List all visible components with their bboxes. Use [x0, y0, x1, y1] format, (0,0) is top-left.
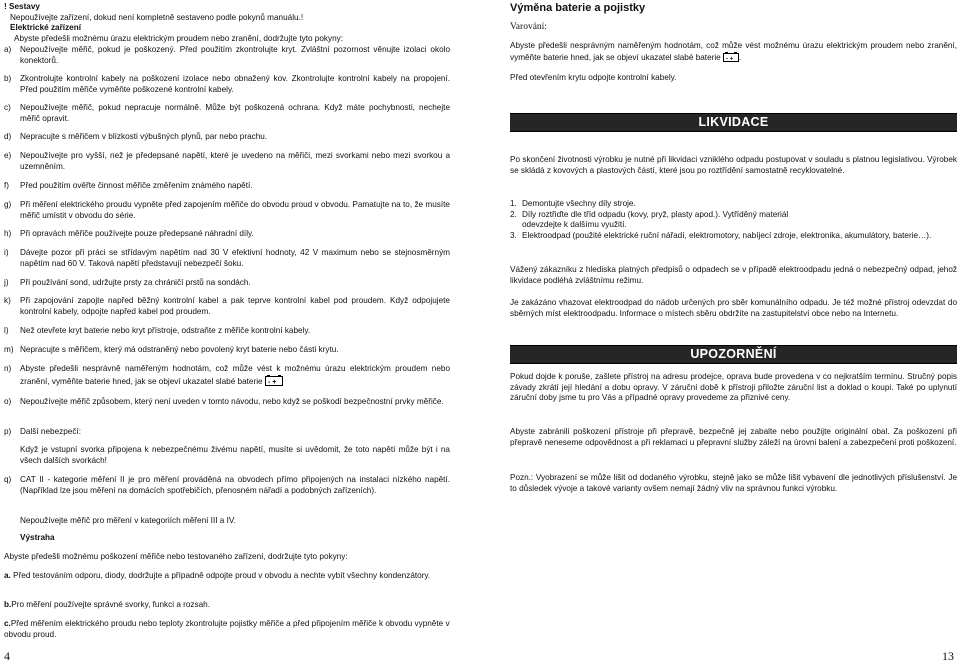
item-label: d)	[4, 132, 12, 141]
section-electrical: Elektrické zařízení	[10, 23, 81, 33]
page-number-right: 13	[942, 649, 954, 663]
likvidace-banner	[510, 113, 957, 132]
section-sestavy: ! Sestavy	[4, 2, 40, 11]
list-item	[4, 364, 450, 387]
item-text: Další nebezpečí:	[20, 427, 81, 436]
upozorneni-paragraph: Pokud dojde k poruše, zašlete přístroj na adresu prodejce, oprava bude provedena v co nejkratším termínu. Stručný popis závady zkrátí její hledání a dobu opravy. V záruční době k přístroji přiložte záruční list a doklad o koupi. Také po uplynutí záruční doby jsme tu pro Vás a případné opravy provedeme za přiznivé ceny.	[510, 372, 957, 403]
note-label: a.	[4, 571, 11, 580]
item-text: CAT II - kategorie měření II je pro měření prováděná na obvodech přímo připojených na instalaci nízkého napětí. (Například lze jsou měření na domácích spotřebičích, přenosném nářadí a podobných zařízeních).	[20, 475, 450, 495]
item-label: k)	[4, 296, 11, 305]
note-b	[4, 600, 450, 611]
note-a	[4, 571, 450, 582]
item-label: j)	[4, 278, 9, 287]
item-text: Při opravách měřiče používejte pouze předepsané náhradní díly.	[20, 229, 254, 238]
item-label: h)	[4, 229, 12, 238]
item-text: Dávejte pozor při práci se střídavým napětím nad 30 V efektivní hodnoty, 42 V maximum nebo se stejnosměrným napětím nad 60 V. Taková napětí představují nebezpečí šoku.	[20, 248, 450, 268]
list-item	[510, 210, 957, 231]
item-label: a)	[4, 45, 12, 54]
likvidace-title: LIKVIDACE	[698, 115, 769, 129]
note-text: Před měřením elektrického proudu nebo teploty zkontrolujte pojistky měřiče a před připojením měřiče k obvodu vypněte v obvodu proud.	[4, 619, 450, 639]
likvidace-paragraph: Po skončení životnosti výrobku je nutné při likvidaci vzniklého odpadu postupovat v souladu s platnou legislativou. Výrobek se skládá z kovových a plastových částí, které jsou po roztřídění samostatně recyklovatelné.	[510, 155, 957, 175]
item-text: Při zapojování zapojte napřed běžný kontrolní kabel a pak teprve kontrolní kabel pod proudem. Když odpojujete kontrolní kabely, odpojte napřed kabel pod proudem.	[20, 296, 450, 316]
list-item	[4, 397, 450, 408]
item-label: f)	[4, 181, 10, 190]
likvidace-paragraph: Vážený zákazníku z hlediska platných předpisů o odpadech se v případě elektroodpadu jedná o nebezpečný odpad, jehož likvidace podléhá zvláštnímu režimu.	[510, 265, 957, 285]
list-item	[4, 248, 450, 269]
battery-text-body: Abyste předešli nesprávným naměřeným hodnotám, což může vést možnému úrazu elektrickým proudem nebo zranění, vyměňte baterie hned, jak se objeví ukazatel slabé baterie	[510, 41, 957, 62]
note-text: Před testováním odporu, diody, dodržujte a případně odpojte proud v obvodu a nechte vybít všechny kondenzátory.	[10, 571, 431, 580]
list-item	[4, 345, 450, 356]
list-item	[4, 326, 450, 337]
upozorneni-paragraph: Pozn.: Vyobrazení se může lišit od dodaného výrobku, stejně jako se může lišit vybavení dle jednotlivých příslušenství. Je to důsledek vývoje a takové varianty ovšem nemají žádný vliv na správnou funkci výrobku.	[510, 473, 957, 493]
list-item	[4, 533, 450, 544]
item-text: Nepoužívejte měřič, pokud je poškozený. Před použitím zkontrolujte kryt. Zvláštní pozornost věnujte izolaci okolo konektorů.	[20, 45, 450, 65]
item-label: i)	[4, 248, 9, 257]
item-text: Nepracujte s měřičem v blízkosti výbušných plynů, par nebo prachu.	[20, 132, 268, 141]
step-text: Elektroodpad (použité elektrické ruční nářadí, elektromotory, nabíjecí zdroje, elektronika, akumulátory, baterie…).	[522, 230, 932, 240]
item-text: Nepoužívejte měřič pro měření v kategoriích měření III a IV.	[20, 516, 236, 525]
list-item	[4, 296, 450, 317]
fuse-text: Před otevřením krytu odpojte kontrolní kabely.	[510, 73, 677, 82]
note-text: Pro měření používejte správné svorky, funkci a rozsah.	[11, 600, 210, 609]
disposal-steps	[510, 199, 957, 241]
likvidace-paragraph: Je zakázáno vhazovat elektroodpad do nádob určených pro sběr komunálního odpadu. Je též možné přístroj odevzdat do sběrných míst elektroodpadu. Informace o místech sběru obdržíte na zastupitelství obce nebo na Internetu.	[510, 298, 957, 318]
item-text: Před použitím ověřte činnost měřiče změřením známého napětí.	[20, 181, 253, 190]
item-label: c)	[4, 103, 11, 112]
electrical-intro: Abyste předešli možnému úrazu elektrickým proudem nebo zranění, dodržujte tyto pokyny:	[14, 33, 344, 43]
item-label: p)	[4, 427, 12, 436]
note-label: b.	[4, 600, 12, 609]
list-item	[4, 475, 450, 496]
item-text: Abyste předešli nesprávně naměřeným hodnotám, což může vést k možnému úrazu elektrickým proudem nebo zranění, vyměňte baterie hned, jak se objeví ukazatel slabé baterie	[20, 364, 450, 386]
item-label: n)	[4, 364, 12, 373]
svg-text:- +: - +	[267, 378, 277, 386]
item-text: Při používání sond, udržujte prsty za chráničí prstů na sondách.	[20, 278, 251, 287]
upozorneni-paragraph: Abyste zabránili poškození přístroje při přepravě, bezpečně jej zabalte nebo použijte originální obal. Za poškození při přepravě neneseme odpovědnost a při reklamaci u přepravní služby záleží na úrovni balení a zabezpečení proti poškození.	[510, 427, 957, 447]
list-item	[4, 132, 450, 143]
item-label: l)	[4, 326, 9, 335]
battery-text	[510, 41, 957, 63]
safety-header	[4, 2, 450, 44]
step-number: 1.	[510, 199, 517, 208]
item-label: m)	[4, 345, 14, 354]
low-battery-icon	[723, 52, 742, 62]
list-item	[4, 229, 450, 240]
item-label: e)	[4, 151, 12, 160]
item-text: Nepoužívejte měřič, pokud nepracuje normálně. Může být poškozená ochrana. Když máte pochybnosti, nechejte měřič opravit.	[20, 103, 450, 123]
item-label	[4, 445, 20, 466]
svg-text:- +: - +	[726, 56, 734, 62]
list-item	[4, 427, 450, 438]
list-item	[4, 103, 450, 124]
upozorneni-title: UPOZORNĚNÍ	[690, 347, 777, 361]
note-c	[4, 619, 450, 640]
warning-text: Abyste předešli možnému poškození měřiče nebo testovaného zařízení, dodržujte tyto pokyny:	[4, 552, 348, 561]
battery-text-end: .	[739, 52, 742, 62]
list-item	[4, 74, 450, 95]
item-label	[4, 516, 20, 527]
item-text: Nepoužívejte měřič způsobem, který není uveden v tomto návodu, nebo když se poškodí bezpečnostní prvky měřiče.	[20, 397, 444, 406]
list-item	[4, 200, 450, 221]
item-text: Nepracujte s měřičem, který má odstraněný nebo povolený kryt baterie nebo části krytu.	[20, 345, 339, 354]
list-item	[510, 231, 957, 242]
list-item	[4, 151, 450, 172]
list-item	[4, 516, 450, 527]
list-item	[4, 45, 450, 66]
item-label: q)	[4, 475, 12, 484]
step-number: 3.	[510, 230, 517, 240]
warning-label: Varování:	[510, 22, 547, 32]
assembly-note: Nepoužívejte zařízení, dokud není kompletně sestaveno podle pokynů manuálu.!	[10, 12, 304, 22]
item-text: Než otevřete kryt baterie nebo kryt přístroje, odstraňte z měřiče kontrolní kabely.	[20, 326, 311, 335]
item-label: g)	[4, 200, 12, 209]
warning-heading: Výstraha	[20, 533, 55, 542]
list-item	[4, 181, 450, 192]
item-text: Při měření elektrického proudu vypněte před zapojením měřiče do obvodu proud v obvodu. Pamatujte na to, že musíte měřič umístit v obvodu do série.	[20, 200, 450, 220]
list-item	[510, 199, 957, 210]
item-text: Nepoužívejte pro vyšší, než je předepsané napětí, které je uvedeno na měřiči, mezi svorkami nebo mezi svorkou a uzemněním.	[20, 151, 450, 171]
item-label: o)	[4, 397, 12, 406]
item-label: b)	[4, 74, 12, 83]
step-text: Díly roztřiďte dle tříd odpadu (kovy, pryž, plasty apod.). Vytříděný materiál odevzdejte k dalšímu využití.	[522, 209, 789, 230]
item-text: Když je vstupní svorka připojena k nebezpečnému živému napětí, musíte si uvědomit, že toto napětí může být i na všech dalších svorkách!	[20, 445, 450, 465]
item-text: Zkontrolujte kontrolní kabely na poškození izolace nebo obnažený kov. Zkontrolujte kontrolní kabely na propojení. Před použitím měřiče vyměňte poškozené kontrolní kabely.	[20, 74, 450, 94]
step-text: Demontujte všechny díly stroje.	[522, 199, 636, 208]
battery-section-title: Výměna baterie a pojistky	[510, 2, 646, 14]
step-number: 2.	[510, 209, 517, 219]
note-label: c.	[4, 619, 11, 628]
list-item	[4, 278, 450, 289]
upozorneni-banner	[510, 345, 957, 364]
list-item	[4, 445, 450, 466]
page-number-left: 4	[4, 649, 10, 663]
item-label	[4, 533, 20, 544]
low-battery-icon	[265, 375, 283, 386]
